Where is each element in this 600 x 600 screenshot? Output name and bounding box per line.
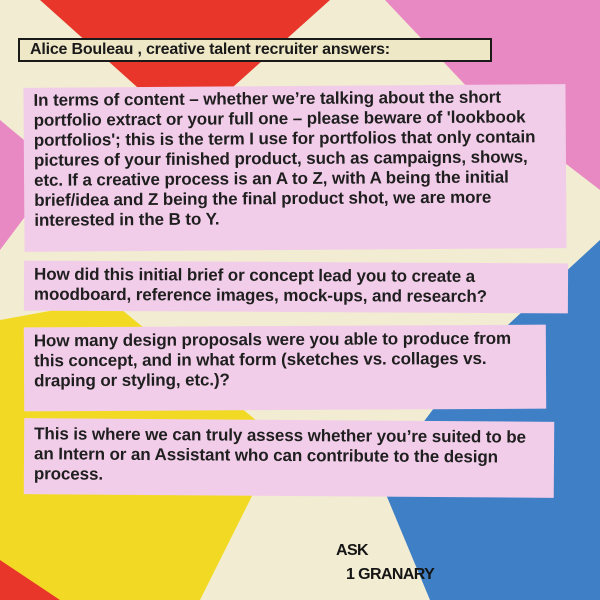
- answer-paragraph-1: In terms of content – whether we’re talking about the short portfolio extract or your full one – please beware of 'lookbook portfolios'; this is the term I use for portfolios that only contain pictures of your finished product, such as campaigns, shows, etc. If a creative process is an A to Z, with A being the initial brief/idea and Z being the final product shot, we are more interested in the B to Y.: [23, 84, 566, 252]
- header-text: Alice Bouleau , creative talent recruiter answers:: [30, 41, 390, 58]
- answer-paragraph-4: This is where we can truly assess whether you’re suited to be an Intern or an Assistant who can contribute to the design process.: [24, 418, 555, 498]
- brand-line-2: 1 GRANARY: [346, 566, 435, 583]
- answer-paragraph-3: How many design proposals were you able to produce from this concept, and in what form (sketches vs. collages vs. draping or styling, etc.)?: [24, 325, 546, 412]
- header-label: [18, 38, 492, 62]
- answer-paragraph-2: How did this initial brief or concept lead you to create a moodboard, reference images, mock-ups, and research?: [24, 261, 568, 314]
- brand-line-1: ASK: [336, 542, 368, 559]
